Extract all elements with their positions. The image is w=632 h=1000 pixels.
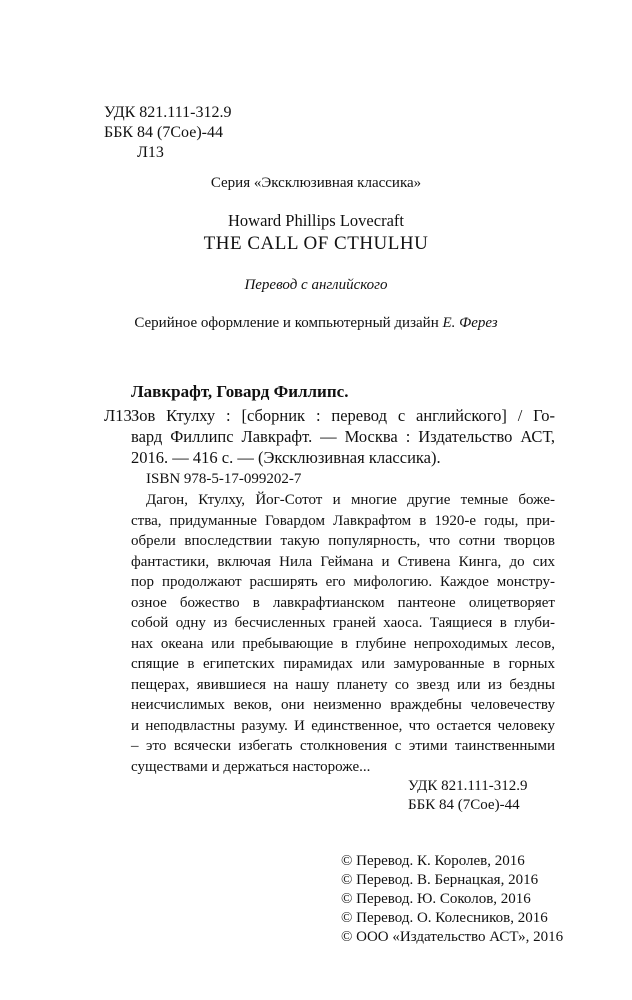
annotation xyxy=(131,490,555,777)
catalog-code: Л13 xyxy=(104,406,132,425)
bbk-top: ББК 84 (7Сое)-44 xyxy=(104,124,223,141)
copyright-line: © ООО «Издательство АСТ», 2016 xyxy=(341,929,564,945)
annotation-line: пор продолжают расширять его мифологию. Каждое монстру- xyxy=(131,574,555,590)
catalog-entry-line: 2016. — 416 с. — (Эксклюзивная классика). xyxy=(131,448,441,467)
annotation-line: – это всячески избегать столкновения с этими таинственными xyxy=(131,738,555,754)
series-line: Серия «Эксклюзивная классика» xyxy=(210,175,422,191)
original-title: THE CALL OF CTHULHU xyxy=(203,233,429,254)
annotation-line: Дагон, Ктулху, Йог-Сотот и многие другие темные боже- xyxy=(146,492,555,508)
catalog-entry-line: вард Филлипс Лавкрафт. — Москва : Издательство АСТ, xyxy=(131,427,555,446)
bbk-bottom: ББК 84 (7Сое)-44 xyxy=(408,797,520,813)
annotation-line: пещерах, явившиеся на нашу планету со звезд или из бездны xyxy=(131,676,555,693)
annotation-line: спящие в египетских пирамидах или замурованные в горных xyxy=(131,656,555,672)
annotation-line: существами и держаться настороже... xyxy=(131,758,371,775)
copyright-line: © Перевод. О. Колесников, 2016 xyxy=(341,910,548,926)
annotation-line: собой одну из бесчисленных граней хаоса. Таящиеся в глуби- xyxy=(131,615,555,631)
catalog-entry-line: Зов Ктулху : [сборник : перевод с английского] / Го- xyxy=(131,406,555,425)
design-credit-text: Серийное оформление и компьютерный дизайн xyxy=(134,315,443,331)
annotation-line: неисчислимых веков, они неизменно враждебны человечеству xyxy=(131,697,555,713)
copyright-line: © Перевод. Ю. Соколов, 2016 xyxy=(341,891,531,907)
udk-bottom: УДК 821.111-312.9 xyxy=(408,778,528,794)
catalog-heading: Лавкрафт, Говард Филлипс. xyxy=(131,382,349,401)
annotation-line: озное божество в лавкрафтианском пантеоне олицетворяет xyxy=(131,594,555,611)
udk-top: УДК 821.111-312.9 xyxy=(104,104,232,121)
original-author: Howard Phillips Lovecraft xyxy=(228,211,404,230)
translation-note: Перевод с английского xyxy=(244,277,388,293)
annotation-line: фантастики, включая Нила Геймана и Стивена Кинга, до сих xyxy=(131,553,555,570)
catalog-entry xyxy=(131,405,555,468)
annotation-line: ства, придуманные Говардом Лавкрафтом в 1920-е годы, при- xyxy=(131,512,555,529)
copyright-line: © Перевод. К. Королев, 2016 xyxy=(341,853,525,869)
copyright-line: © Перевод. В. Бернацкая, 2016 xyxy=(341,872,539,888)
isbn: ISBN 978-5-17-099202-7 xyxy=(146,471,302,487)
annotation-line: обрели впоследствии такую популярность, что сотни творцов xyxy=(131,533,555,549)
annotation-line: и неподвластны разуму. И единственное, что остается человеку xyxy=(131,717,555,734)
author-code-top: Л13 xyxy=(137,144,164,161)
annotation-line: нах океана или пребывающие в глубине непроходимых лесов, xyxy=(131,635,555,652)
design-credit xyxy=(0,314,632,332)
designer-name: Е. Ферез xyxy=(442,315,498,331)
